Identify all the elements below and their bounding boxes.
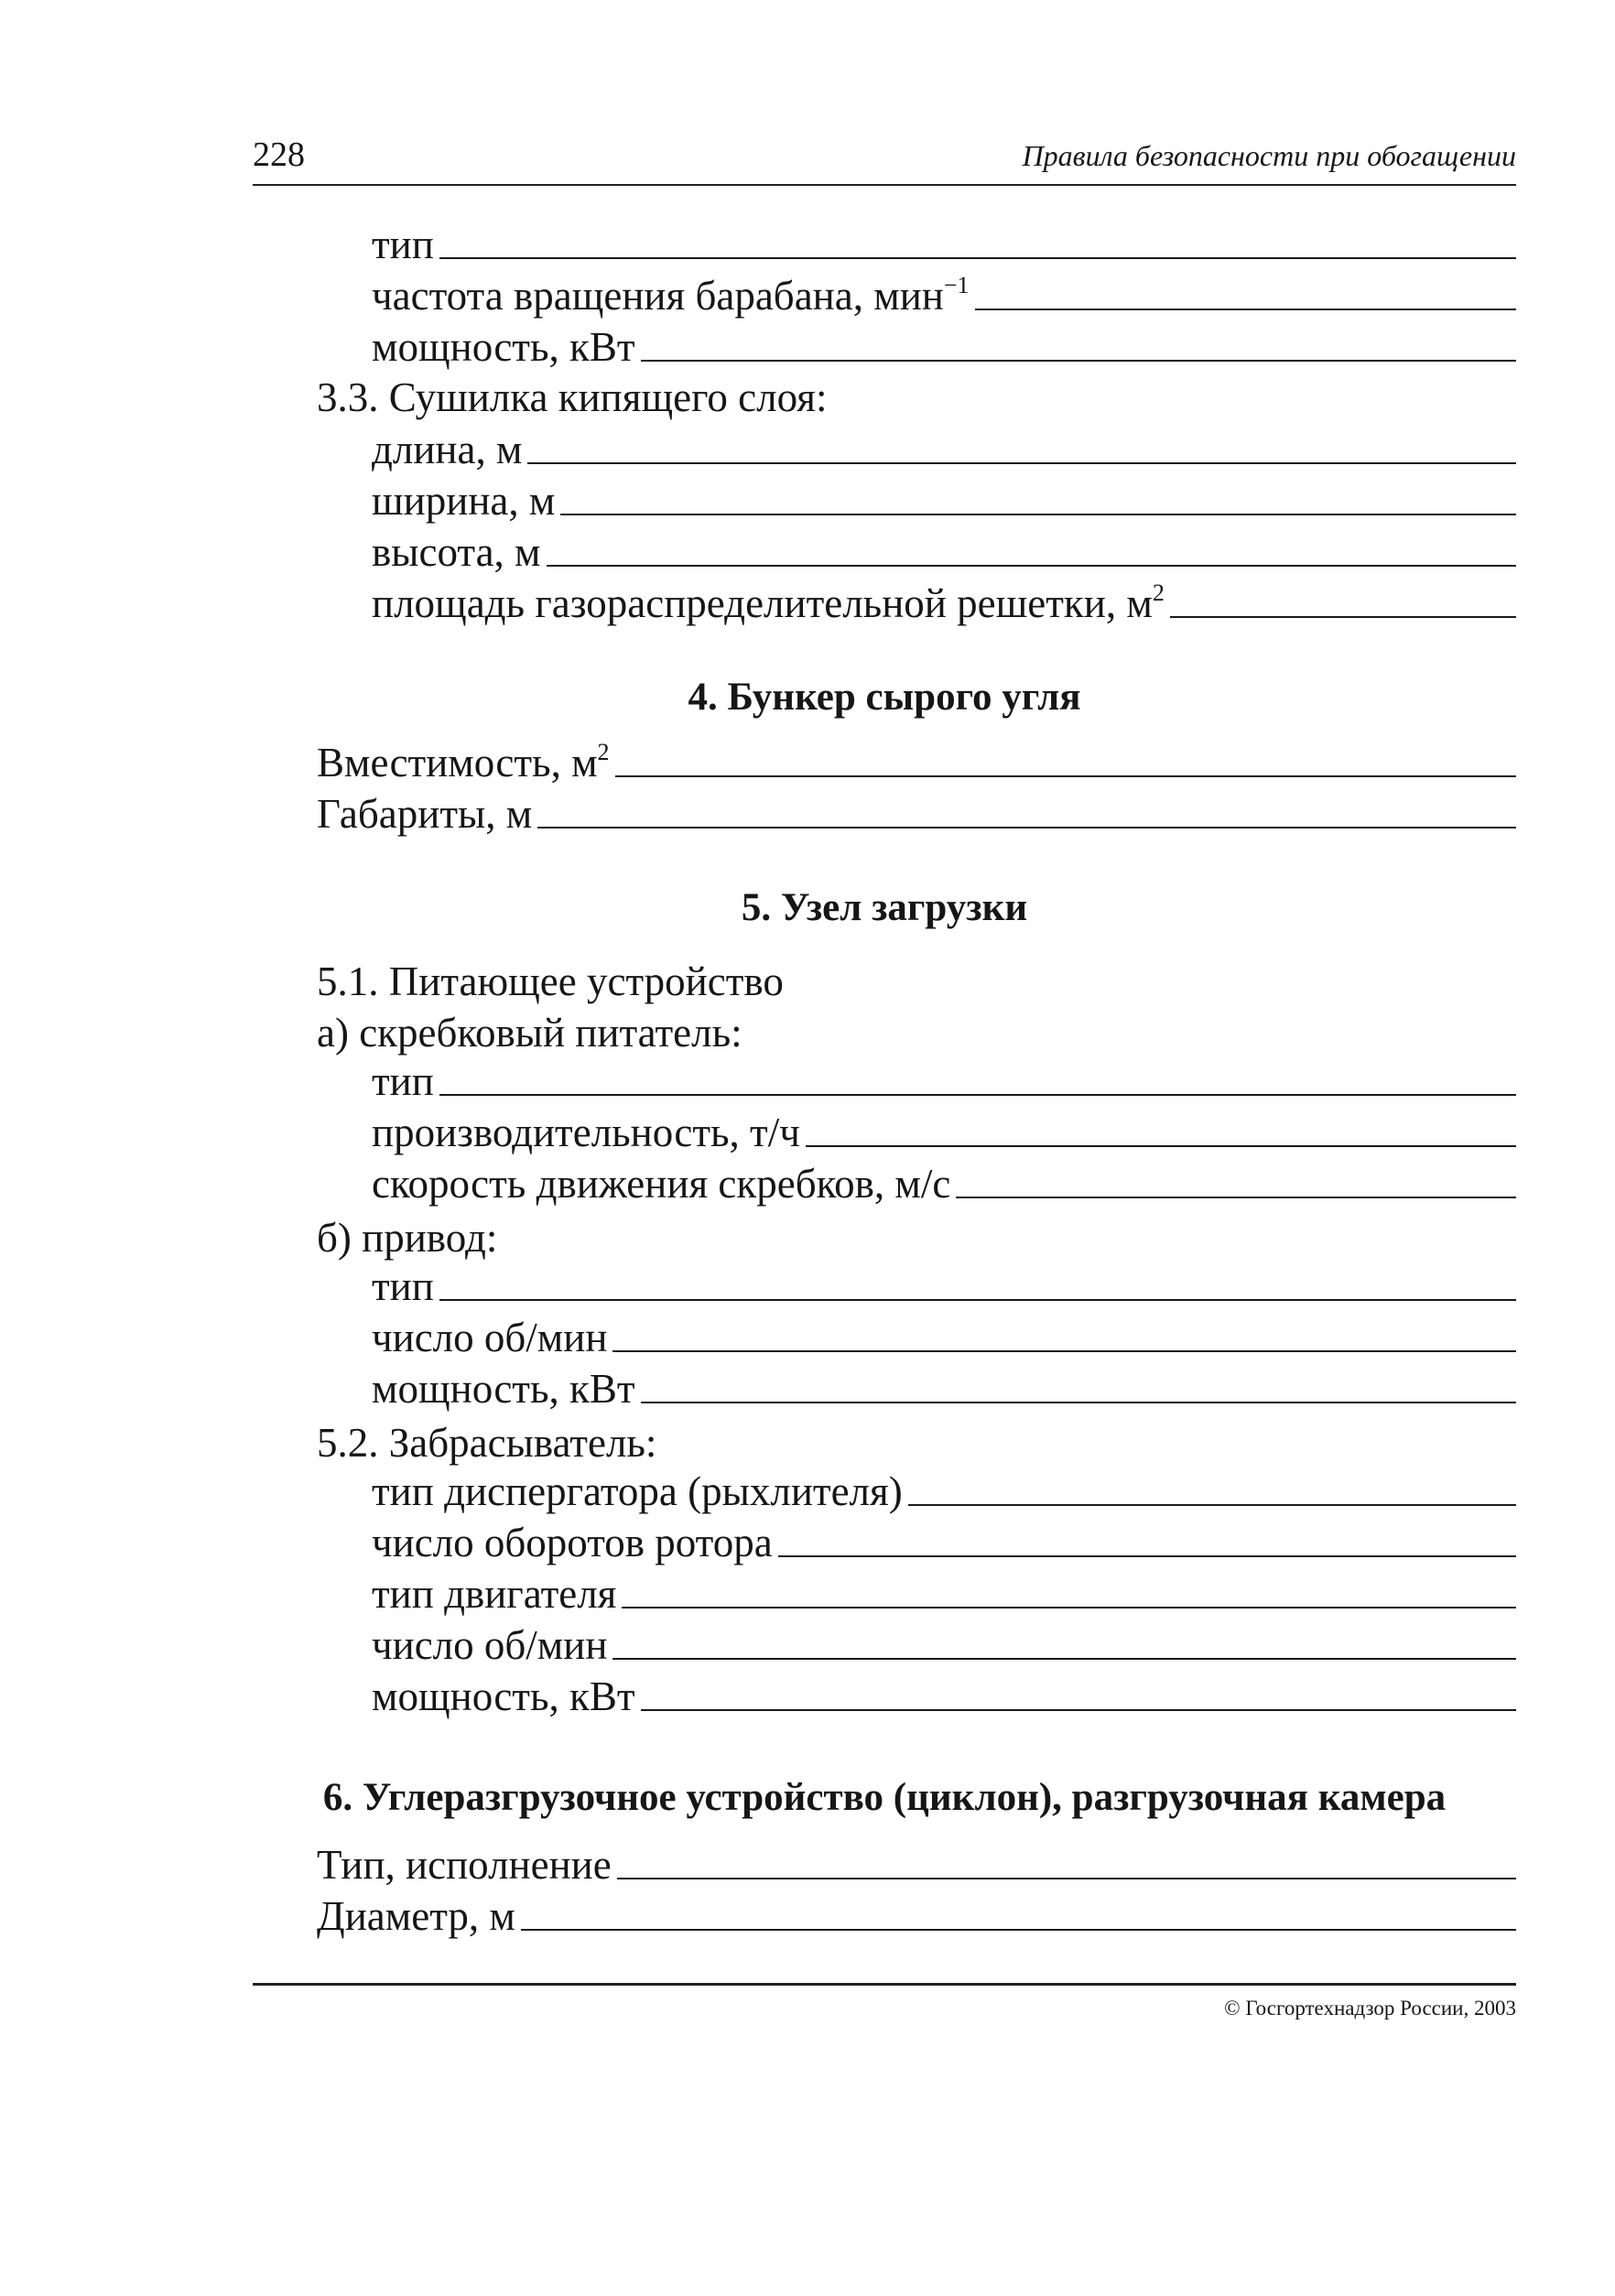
form-line-drive-type: [372, 1256, 1516, 1307]
copyright-notice: © Госгортехнадзор России, 2003: [1224, 1997, 1516, 2020]
field-label: мощность, кВт: [372, 1366, 635, 1412]
subsection-heading-scraper: а) скребковый питатель:: [317, 1010, 742, 1056]
fill-in-blank[interactable]: [641, 360, 1516, 362]
fill-in-blank[interactable]: [778, 1555, 1516, 1557]
fill-in-blank[interactable]: [975, 309, 1516, 310]
subsection-heading-dryer: 3.3. Сушилка кипящего слоя:: [317, 374, 828, 420]
form-line-disperser-type: [372, 1461, 1516, 1512]
field-label: тип двигателя: [372, 1571, 617, 1617]
running-title: Правила безопасности при обогащении: [1022, 139, 1516, 172]
form-line-motor-type: [372, 1564, 1516, 1615]
field-label: частота вращения барабана, мин$^{-1}$: [372, 272, 970, 319]
field-label: Диаметр, м: [317, 1893, 515, 1939]
fill-in-blank[interactable]: [1170, 616, 1516, 618]
fill-in-blank[interactable]: [641, 1709, 1516, 1711]
form-line-motor-rpm: [372, 1615, 1516, 1666]
field-label: число оборотов ротора: [372, 1520, 773, 1565]
subsection-heading-feeder: 5.1. Питающее устройство: [317, 958, 784, 1004]
field-label: тип: [372, 1058, 434, 1104]
fill-in-blank[interactable]: [560, 514, 1516, 515]
form-line-drive-power: [372, 1359, 1516, 1410]
fill-in-blank[interactable]: [806, 1145, 1516, 1147]
form-line-drum-type: [372, 214, 1516, 265]
fill-in-blank[interactable]: [439, 1094, 1516, 1096]
fill-in-blank[interactable]: [956, 1197, 1516, 1198]
form-line-dryer-length: [372, 419, 1516, 471]
fill-in-blank[interactable]: [612, 1350, 1516, 1352]
field-label: мощность, кВт: [372, 1673, 635, 1719]
form-line-dryer-width: [372, 471, 1516, 522]
fill-in-blank[interactable]: [439, 1299, 1516, 1301]
fill-in-blank[interactable]: [615, 775, 1516, 777]
field-label: число об/мин: [372, 1622, 608, 1668]
field-label: тип: [372, 222, 434, 267]
fill-in-blank[interactable]: [521, 1929, 1516, 1931]
field-label: тип диспергатора (рыхлителя): [372, 1468, 903, 1514]
field-label: Тип, исполнение: [317, 1842, 612, 1888]
fill-in-blank[interactable]: [617, 1878, 1516, 1879]
fill-in-blank[interactable]: [622, 1607, 1516, 1608]
fill-in-blank[interactable]: [908, 1504, 1516, 1506]
field-label: скорость движения скребков, м/с: [372, 1161, 951, 1207]
fill-in-blank[interactable]: [439, 257, 1516, 259]
form-line-rotor-speed: [372, 1512, 1516, 1564]
form-line-scraper-speed: [372, 1153, 1516, 1205]
fill-in-blank[interactable]: [612, 1658, 1516, 1660]
field-label: длина, м: [372, 427, 523, 472]
form-line-scraper-capacity: [372, 1102, 1516, 1153]
field-label: производительность, т/ч: [372, 1110, 800, 1155]
form-line-drum-power: [372, 317, 1516, 368]
field-label: тип: [372, 1263, 434, 1309]
form-line-capacity: [317, 732, 1516, 784]
form-line-dryer-height: [372, 522, 1516, 573]
form-line-unloader-type: [317, 1835, 1516, 1886]
form-line-grid-area: [372, 573, 1516, 624]
form-line-drum-speed: [372, 265, 1516, 317]
form-line-dimensions: [317, 784, 1516, 835]
fill-in-blank[interactable]: [641, 1402, 1516, 1403]
subsection-heading-thrower: 5.2. Забрасыватель:: [317, 1420, 657, 1466]
field-label: площадь газораспределительной решетки, $м^2$: [372, 579, 1165, 626]
fill-in-blank[interactable]: [527, 462, 1516, 464]
fill-in-blank[interactable]: [537, 827, 1516, 829]
form-line-scraper-type: [372, 1051, 1516, 1102]
field-label: высота, м: [372, 529, 541, 575]
field-label: Вместимость, $м^2$: [317, 739, 610, 785]
section-heading-6: 6. Углеразгрузочное устройство (циклон), разгрузочная камера: [322, 1776, 1447, 1819]
field-label: число об/мин: [372, 1315, 608, 1360]
form-line-drive-rpm: [372, 1307, 1516, 1359]
footer-rule: [253, 1983, 1516, 1986]
section-heading-4: 4. Бункер сырого угля: [688, 676, 1081, 719]
field-label: Габариты, м: [317, 791, 533, 837]
section-heading-5: 5. Узел загрузки: [741, 886, 1028, 929]
form-line-motor-power: [372, 1666, 1516, 1717]
field-label: мощность, кВт: [372, 324, 635, 370]
subsection-heading-drive: б) привод:: [317, 1215, 498, 1261]
header-rule: [253, 184, 1516, 186]
field-label: ширина, м: [372, 478, 556, 524]
fill-in-blank[interactable]: [547, 565, 1516, 567]
page-number: 228: [253, 135, 305, 174]
form-line-diameter: [317, 1886, 1516, 1937]
